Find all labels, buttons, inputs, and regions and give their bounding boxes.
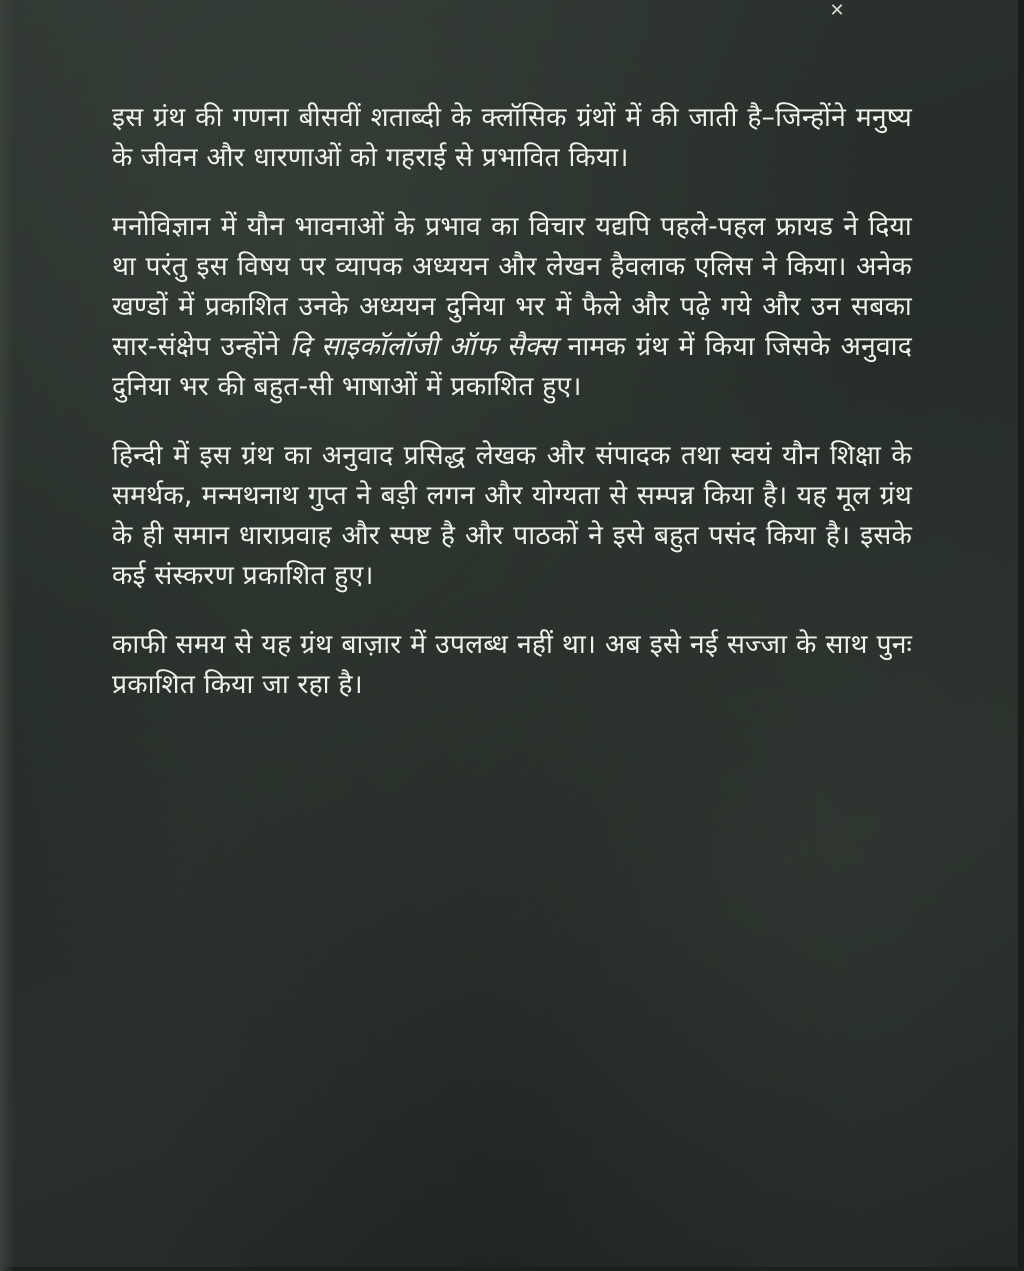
paragraph-3-text: हिन्दी में इस ग्रंथ का अनुवाद प्रसिद्ध लेखक और संपादक तथा स्वयं यौन शिक्षा के समर्थक, मन्मथनाथ गुप्त ने बड़ी लगन और योग्यता से सम्पन्न किया है। यह मूल ग्रंथ के ही समान धाराप्रवाह और स्पष्ट है और पाठकों ने इसे बहुत पसंद किया है। इसके कई संस्करण प्रकाशित हुए। — [112, 440, 912, 591]
paragraph-3 — [112, 436, 912, 596]
book-title-italic: दि साइकॉलॉजी ऑफ सैक्स — [289, 331, 558, 362]
paragraph-4 — [112, 625, 912, 705]
corner-mark-icon: ✕ — [829, 0, 845, 21]
cover-edge — [0, 0, 14, 1271]
blurb-text — [112, 98, 912, 734]
paragraph-1 — [112, 98, 912, 178]
paragraph-4-text: काफी समय से यह ग्रंथ बाज़ार में उपलब्ध नहीं था। अब इसे नई सज्जा के साथ पुनः प्रकाशित किया जा रहा है। — [112, 629, 912, 700]
paragraph-2-text-end: नामक ग्रंथ में किया जिसके अनुवाद दुनिया भर की बहुत-सी भाषाओं में प्रकाशित हुए। — [112, 331, 912, 402]
paragraph-2-text-start: मनोविज्ञान में यौन भावनाओं के प्रभाव का विचार यद्यपि पहले-पहल फ्रायड ने दिया था परंतु इस विषय पर व्यापक अध्ययन और लेखन हैवलाक एलिस ने किया। अनेक खण्डों में प्रकाशित उनके अध्ययन दुनिया भर में फैले और पढ़े गये और उन सबका सार-संक्षेप उन्होंने — [112, 211, 912, 362]
paragraph-1-text: इस ग्रंथ की गणना बीसवीं शताब्दी के क्लॉसिक ग्रंथों में की जाती है–जिन्होंने मनुष्य के जीवन और धारणाओं को गहराई से प्रभावित किया। — [112, 102, 912, 173]
paragraph-2 — [112, 207, 912, 407]
